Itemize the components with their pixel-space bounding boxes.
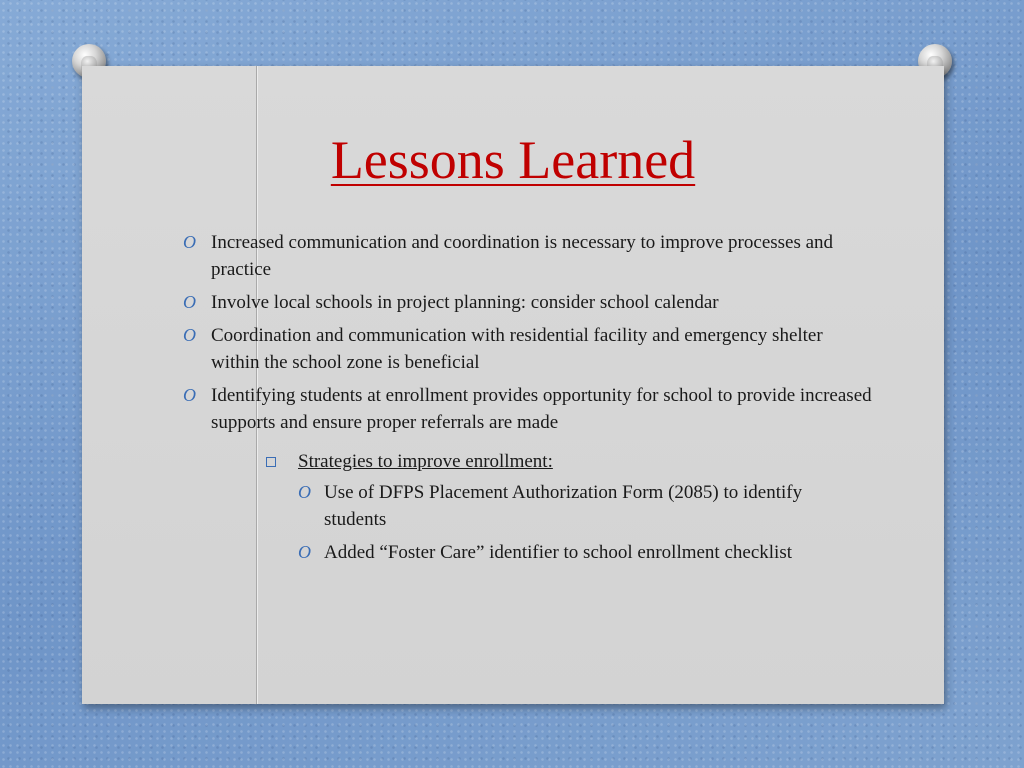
- strategy-item: [298, 539, 826, 566]
- bullet-item: [183, 289, 873, 316]
- bullet-item: [183, 382, 873, 436]
- strategy-text: Use of DFPS Placement Authorization Form (2085) to identify students: [324, 482, 803, 530]
- bullet-marker-icon: O: [183, 385, 196, 405]
- bullet-marker-icon: O: [298, 482, 311, 502]
- bullet-text: Identifying students at enrollment provides opportunity for school to provide increased supports and ensure proper referrals are made: [211, 385, 872, 433]
- strategies-heading-text: Strategies to improve enrollment:: [298, 451, 553, 472]
- slide-title: Lessons Learned: [330, 130, 696, 190]
- bullet-text: Involve local schools in project planning: consider school calendar: [211, 292, 719, 313]
- bullet-item: [183, 322, 873, 376]
- bullet-marker-icon: O: [183, 232, 196, 252]
- strategies-list: [266, 479, 826, 566]
- bullet-list: [183, 229, 873, 442]
- strategies-heading: [266, 448, 826, 475]
- bullet-marker-icon: O: [183, 292, 196, 312]
- strategy-item: [298, 479, 826, 533]
- bullet-marker-icon: O: [183, 325, 196, 345]
- strategies-section: [266, 448, 826, 572]
- bullet-text: Coordination and communication with residential facility and emergency shelter within the school zone is beneficial: [211, 325, 823, 373]
- bullet-marker-icon: O: [298, 542, 311, 562]
- bullet-text: Increased communication and coordination is necessary to improve processes and practice: [211, 232, 834, 280]
- square-bullet-icon: [266, 457, 276, 467]
- strategy-text: Added “Foster Care” identifier to school enrollment checklist: [324, 542, 792, 563]
- bullet-item: [183, 229, 873, 283]
